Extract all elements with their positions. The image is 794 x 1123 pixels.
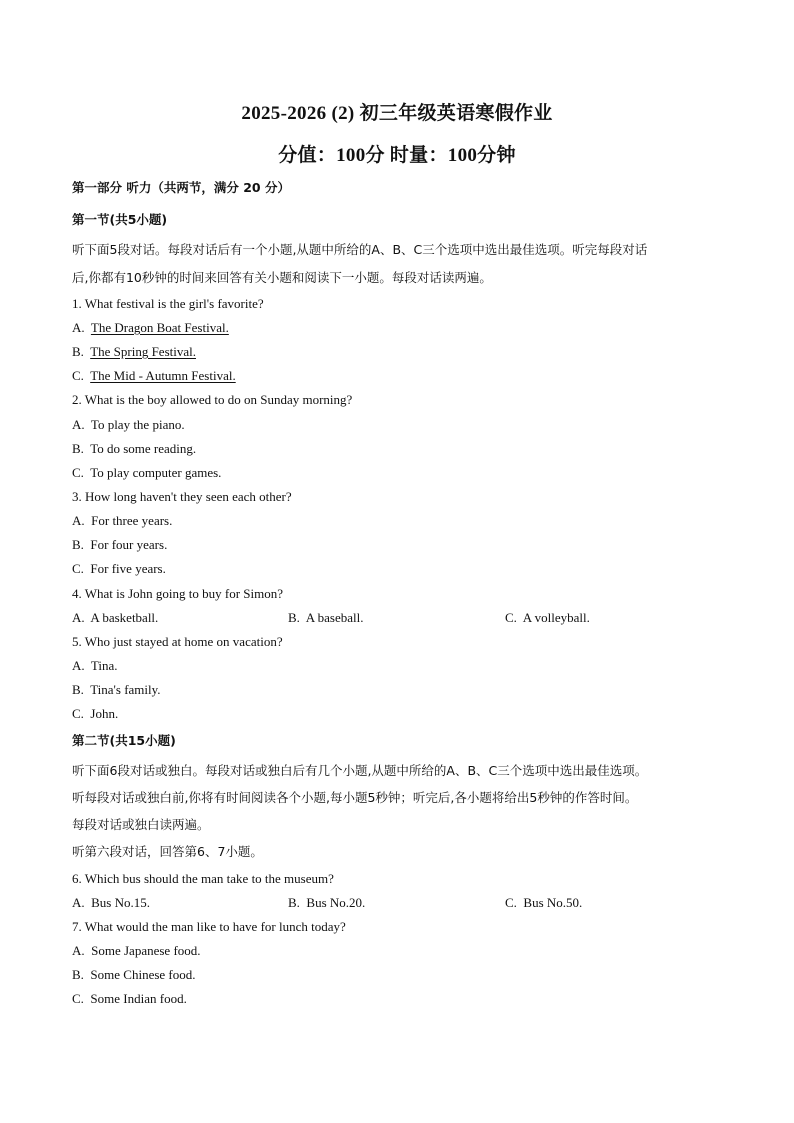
option-text: The Dragon Boat Festival. (90, 320, 229, 335)
section2-heading: 第二节(共15小题) (72, 733, 176, 748)
question-3-option-a: A. For three years. (72, 513, 173, 528)
question-7-option-c: C. Some Indian food. (72, 991, 187, 1006)
question-4-option-a: A. A basketball. (72, 610, 159, 625)
question-3-option-b: B. For four years. (72, 537, 168, 552)
option-text: For three years. (91, 513, 173, 528)
question-4-option-c: C. A volleyball. (505, 610, 590, 625)
question-1-option-b: B. The Spring Festival. (72, 344, 196, 359)
dialogue-note: 听第六段对话，回答第6、7小题。 (72, 844, 263, 859)
question-6-option-b: B. Bus No.20. (288, 895, 366, 910)
question-5-option-c: C. John. (72, 706, 119, 721)
question-2-option-a: A. To play the piano. (72, 417, 185, 432)
option-text: A volleyball. (522, 610, 590, 625)
question-1-option-c: C. The Mid - Autumn Festival. (72, 368, 236, 383)
question-2-option-c: C. To play computer games. (72, 465, 222, 480)
question-4-stem: 4. What is John going to buy for Simon? (72, 586, 284, 601)
question-5-option-b: B. Tina's family. (72, 682, 161, 697)
question-5-option-a: A. Tina. (72, 658, 118, 673)
question-7-option-b: B. Some Chinese food. (72, 967, 196, 982)
question-2-option-b: B. To do some reading. (72, 441, 197, 456)
option-text: Tina. (90, 658, 118, 673)
question-1-stem: 1. What festival is the girl's favorite? (72, 296, 264, 311)
option-text: Bus No.15. (91, 895, 151, 910)
question-6-option-a: A. Bus No.15. (72, 895, 151, 910)
question-3-option-c: C. For five years. (72, 561, 166, 576)
question-7-stem: 7. What would the man like to have for lunch today? (72, 919, 346, 934)
section1-instructions-line-2: 后,你都有10秒钟的时间来回答有关小题和阅读下一小题。每段对话读两遍。 (72, 270, 492, 285)
option-text: To play computer games. (90, 465, 222, 480)
option-text: Tina's family. (90, 682, 161, 697)
option-text: To do some reading. (90, 441, 197, 456)
question-4-option-b: B. A baseball. (288, 610, 364, 625)
option-text: Bus No.50. (523, 895, 583, 910)
page-title: 2025-2026 (2) 初三年级英语寒假作业 (241, 103, 553, 124)
question-5-stem: 5. Who just stayed at home on vacation? (72, 634, 283, 649)
option-text: Some Japanese food. (91, 943, 201, 958)
question-6-stem: 6. Which bus should the man take to the museum? (72, 871, 334, 886)
question-2-stem: 2. What is the boy allowed to do on Sunday morning? (72, 392, 353, 407)
option-text: For four years. (90, 537, 168, 552)
option-text: Bus No.20. (306, 895, 366, 910)
section1-instructions-line-1: 听下面5段对话。每段对话后有一个小题,从题中所给的A、B、C三个选项中选出最佳选项。听完每段对话 (72, 242, 648, 257)
section2-instructions-line-2: 听每段对话或独白前,你将有时间阅读各个小题,每小题5秒钟；听完后,各小题将给出5秒钟的作答时间。 (72, 790, 638, 805)
option-text: To play the piano. (90, 417, 185, 432)
question-7-option-a: A. Some Japanese food. (72, 943, 201, 958)
option-text: John. (90, 706, 119, 721)
section1-heading: 第一节(共5小题) (72, 212, 168, 227)
section2-instructions-line-1: 听下面6段对话或独白。每段对话或独白后有几个小题,从题中所给的A、B、C三个选项中选出最佳选项。 (72, 763, 648, 778)
option-text: Some Chinese food. (90, 967, 196, 982)
option-text: The Mid - Autumn Festival. (90, 368, 236, 383)
option-text: For five years. (90, 561, 166, 576)
option-text: A basketball. (90, 610, 159, 625)
part1-heading: 第一部分 听力（共两节，满分 20 分） (72, 180, 290, 195)
option-text: Some Indian food. (90, 991, 187, 1006)
option-text: The Spring Festival. (90, 344, 196, 359)
question-6-option-c: C. Bus No.50. (505, 895, 583, 910)
question-3-stem: 3. How long haven't they seen each other? (72, 489, 292, 504)
question-1-option-a: A. The Dragon Boat Festival. (72, 320, 229, 335)
option-text: A baseball. (305, 610, 364, 625)
section2-instructions-line-3: 每段对话或独白读两遍。 (72, 817, 210, 832)
page-subtitle: 分值：100分 时量：100分钟 (278, 145, 516, 166)
